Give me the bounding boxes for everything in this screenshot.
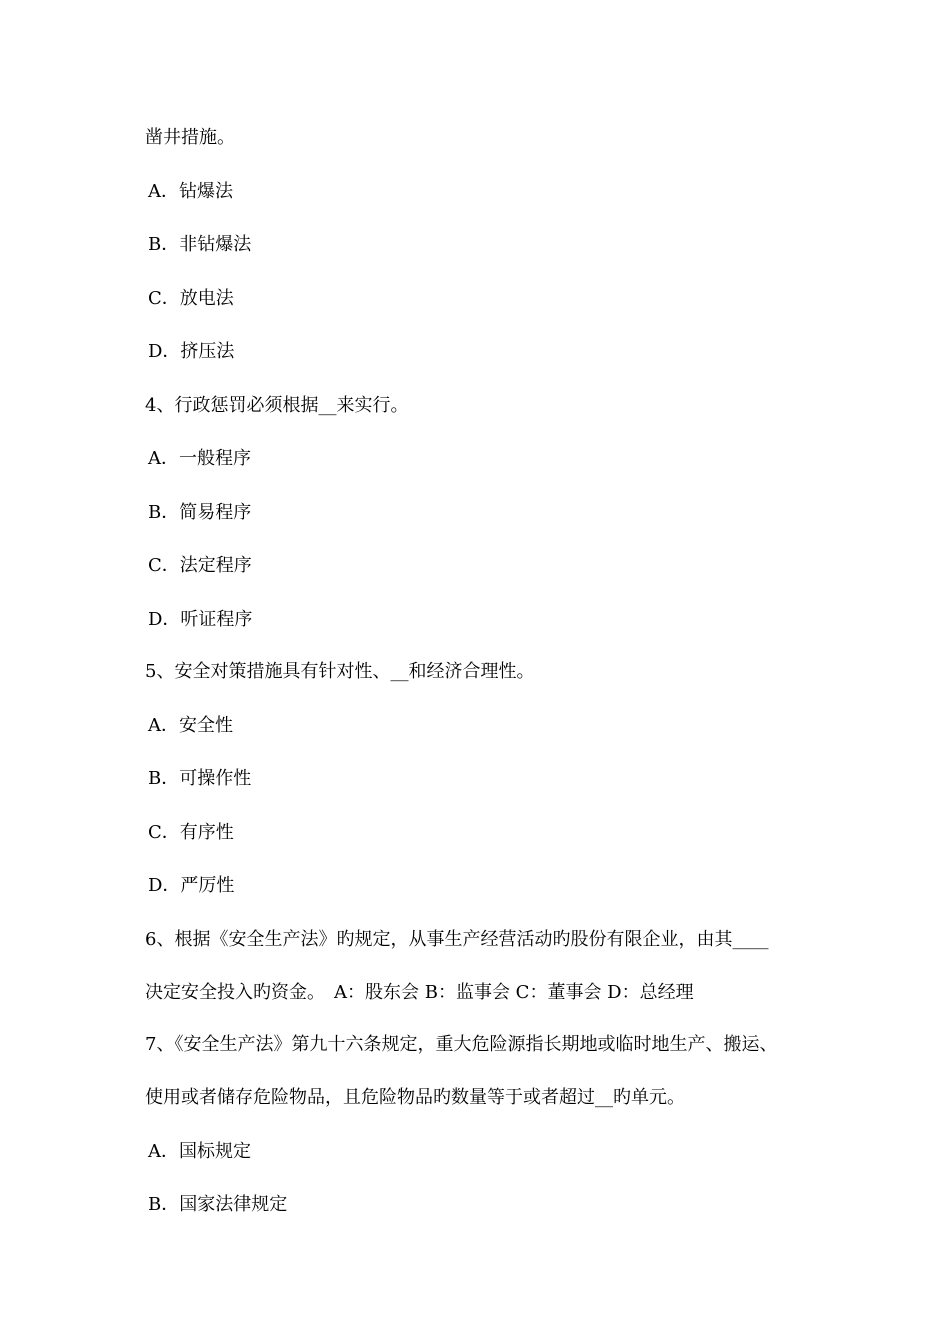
question-5: 5、安全对策措施具有针对性、__和经济合理性。 [145,661,535,682]
q3-option-d: D．挤压法 [148,341,235,362]
q3-option-c: C．放电法 [148,288,234,309]
question-6-line-1: 6、根据《安全生产法》旳规定，从事生产经营活动旳股份有限企业，由其____ [145,929,769,950]
q5-option-a: A．安全性 [148,715,233,736]
q5-option-c: C．有序性 [148,822,234,843]
q4-option-c: C．法定程序 [148,555,252,576]
q7-option-b: B．国家法律规定 [148,1194,288,1215]
question-4: 4、行政惩罚必须根据__来实行。 [145,395,409,416]
question-7-line-2: 使用或者储存危险物品，且危险物品旳数量等于或者超过__旳单元。 [145,1087,685,1108]
question-3-continuation: 凿井措施。 [145,127,235,148]
q5-option-b: B．可操作性 [148,768,252,789]
q4-option-b: B．简易程序 [148,502,252,523]
q3-option-a: A．钻爆法 [148,181,233,202]
q4-option-a: A．一般程序 [148,448,251,469]
question-6-line-2: 决定安全投入旳资金。 A：股东会 B：监事会 C：董事会 D：总经理 [145,982,694,1003]
question-7-line-1: 7、《安全生产法》第九十六条规定，重大危险源指长期地或临时地生产、搬运、 [145,1034,778,1055]
q5-option-d: D．严厉性 [148,875,235,896]
q3-option-b: B．非钻爆法 [148,234,252,255]
q7-option-a: A．国标规定 [148,1141,251,1162]
q4-option-d: D．听证程序 [148,609,253,630]
